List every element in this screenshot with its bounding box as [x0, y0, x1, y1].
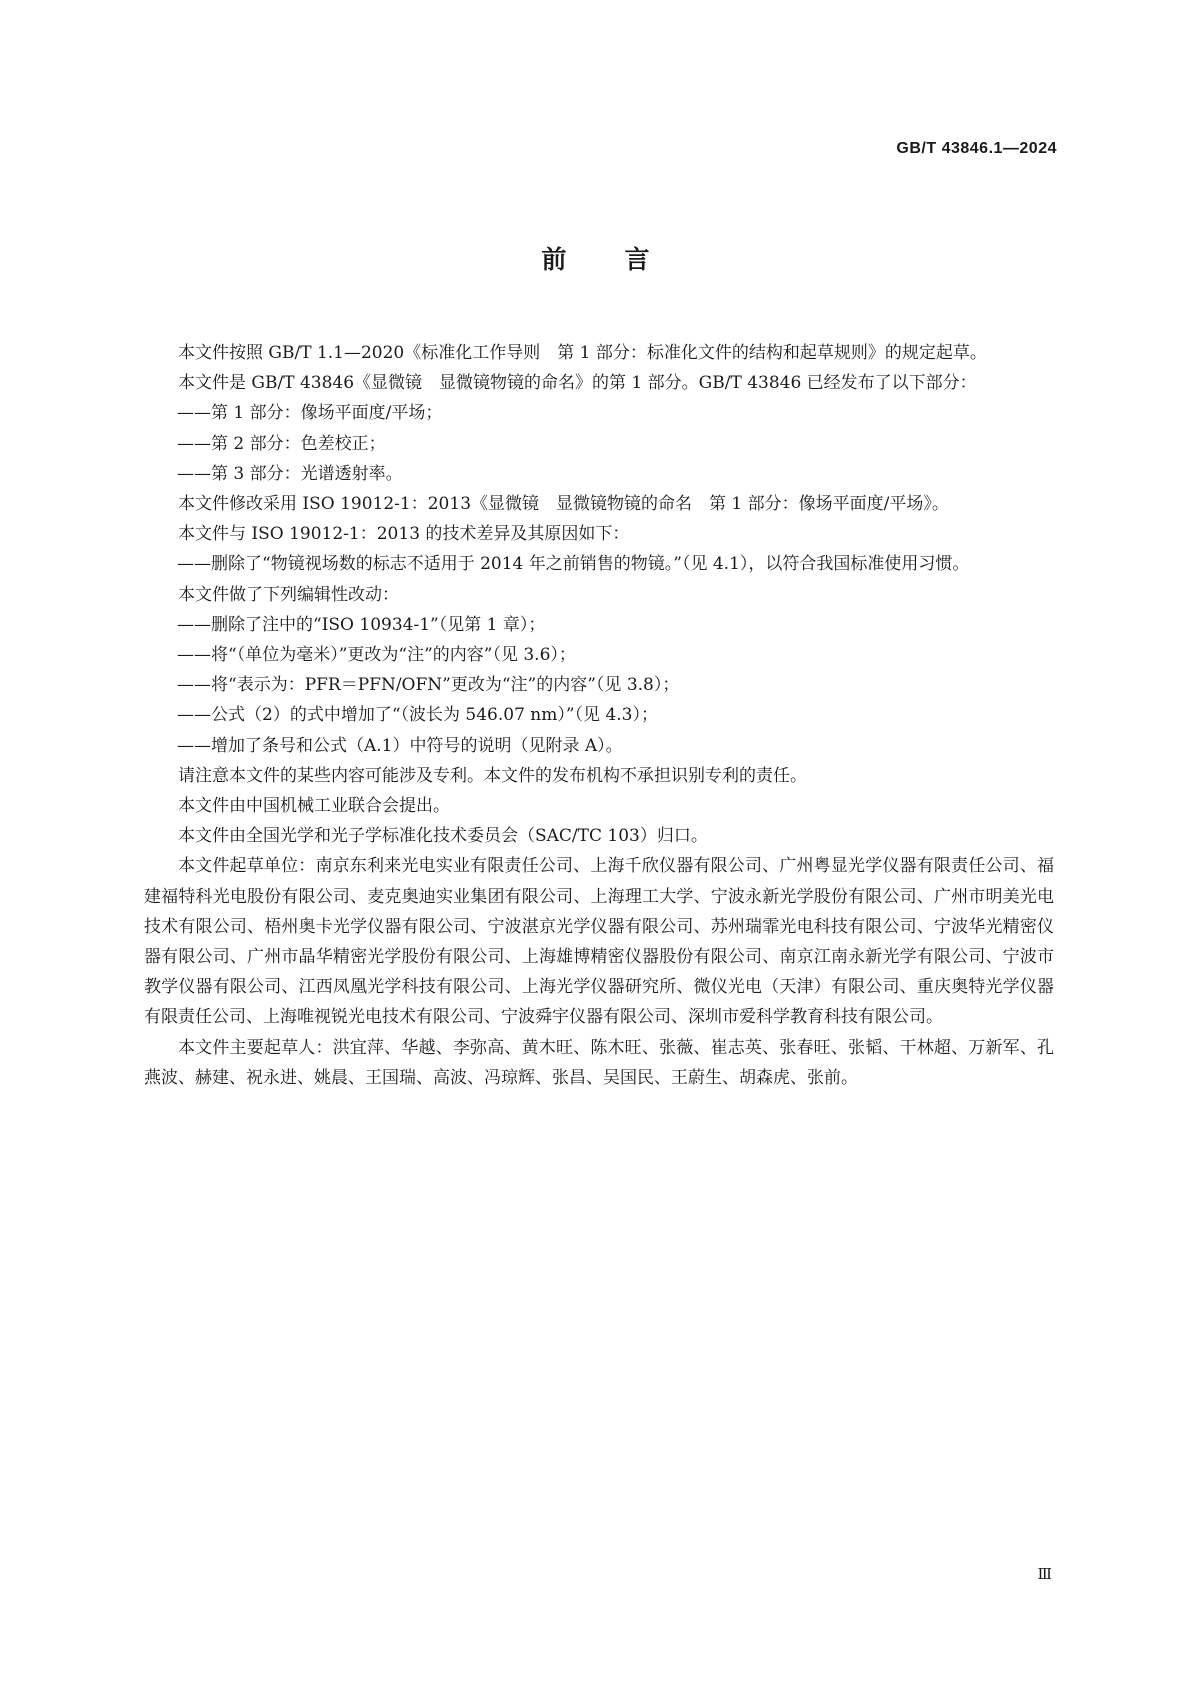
paragraph-technical-differences: 本文件与 ISO 19012-1：2013 的技术差异及其原因如下：: [178, 524, 630, 545]
paragraph-modified-adoption: 本文件修改采用 ISO 19012-1：2013《显微镜 显微镜物镜的命名 第 1 部分：像场平面度/平场》。: [178, 494, 949, 515]
paragraph-proposer: 本文件由中国机械工业联合会提出。: [178, 796, 450, 817]
paragraph-patent-notice: 请注意本文件的某些内容可能涉及专利。本文件的发布机构不承担识别专利的责任。: [178, 765, 807, 786]
list-item-part-1: ——第 1 部分：像场平面度/平场；: [177, 403, 443, 424]
list-item-editorial-change: ——公式（2）的式中增加了“（波长为 546.07 nm）”（见 4.3）；: [177, 705, 658, 726]
paragraph-technical-committee: 本文件由全国光学和光子学标准化技术委员会（SAC/TC 103）归口。: [178, 826, 708, 847]
page-title: 前言: [541, 245, 708, 274]
list-item-editorial-change: ——将“（单位为毫米）”更改为“注”的内容”（见 3.6）；: [177, 645, 576, 666]
paragraph-editorial-changes: 本文件做了下列编辑性改动：: [178, 584, 399, 605]
foreword-body: [144, 338, 1054, 1093]
list-item-part-3: ——第 3 部分：光谱透射率。: [177, 463, 403, 484]
page-number: Ⅲ: [1037, 1567, 1053, 1583]
paragraph-drafting-rules: 本文件按照 GB/T 1.1—2020《标准化工作导则 第 1 部分：标准化文件的结构和起草规则》的规定起草。: [178, 343, 987, 363]
list-item-part-2: ——第 2 部分：色差校正；: [177, 433, 386, 454]
standard-number: GB/T 43846.1—2024: [896, 140, 1057, 157]
list-item-technical-difference: ——删除了“物镜视场数的标志不适用于 2014 年之前销售的物镜。”（见 4.1），以符合我国标准使用习惯。: [177, 554, 970, 575]
list-item-editorial-change: ——将“表示为：PFR＝PFN/OFN”更改为“注”的内容”（见 3.8）；: [177, 675, 680, 696]
list-item-editorial-change: ——增加了条号和公式（A.1）中符号的说明（见附录 A）。: [177, 735, 623, 756]
paragraph-part-of-series: 本文件是 GB/T 43846《显微镜 显微镜物镜的命名》的第 1 部分。GB/T 43846 已经发布了以下部分：: [178, 373, 977, 394]
list-item-editorial-change: ——删除了注中的“ISO 10934-1”（见第 1 章）；: [177, 614, 546, 635]
paragraph-main-drafters: 本文件主要起草人：洪宜萍、华越、李弥高、黄木旺、陈木旺、张薇、崔志英、张春旺、张韬、干林超、万新军、孔燕波、赫建、祝永进、姚晨、王国瑞、高波、冯琼辉、张昌、吴国民、王蔚生、胡森虎、张前。: [144, 1037, 1054, 1088]
paragraph-drafting-organizations: 本文件起草单位：南京东利来光电实业有限责任公司、上海千欣仪器有限公司、广州粤显光学仪器有限责任公司、福建福特科光电股份有限公司、麦克奥迪实业集团有限公司、上海理工大学、宁波永新光学股份有限公司、广州市明美光电技术有限公司、梧州奥卡光学仪器有限公司、宁波湛京光学仪器有限公司、苏州瑞霏光电科技有限公司、宁波华光精密仪器有限公司、广州市晶华精密光学股份有限公司、上海雄博精密仪器股份有限公司、南京江南永新光学有限公司、宁波市教学仪器有限公司、江西凤凰光学科技有限公司、上海光学仪器研究所、微仪光电（天津）有限公司、重庆奥特光学仪器有限责任公司、上海唯视锐光电技术有限公司、宁波舜宇仪器有限公司、深圳市爱科学教育科技有限公司。: [144, 856, 1054, 1028]
